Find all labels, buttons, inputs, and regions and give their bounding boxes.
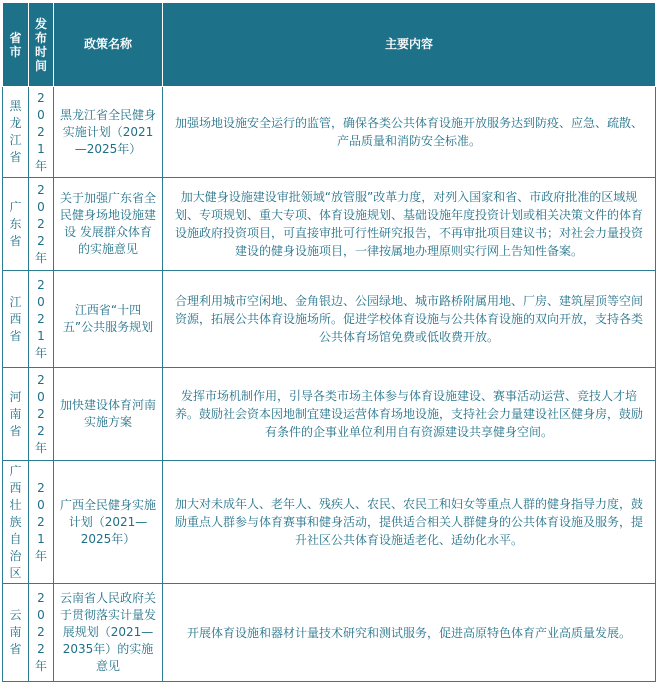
cell-date: 2021年 xyxy=(29,87,54,178)
cell-content: 合理利用城市空闲地、金角银边、公园绿地、城市路桥附属用地、厂房、建筑屋顶等空间资源，拓展公共体育设施场所。促进学校体育设施与公共体育设施的双向开放，支持各类公共体育场馆免费或低收费开放。 xyxy=(163,271,656,368)
cell-province: 广东省 xyxy=(3,178,29,271)
cell-province: 云南省 xyxy=(3,584,29,682)
cell-province: 河南省 xyxy=(3,368,29,461)
header-date: 发布时间 xyxy=(29,3,54,87)
cell-province: 广西壮族自治区 xyxy=(3,461,29,584)
cell-name: 黑龙江省全民健身实施计划（2021—2025年） xyxy=(54,87,163,178)
cell-content: 发挥市场机制作用，引导各类市场主体参与体育设施建设、赛事活动运营、竞技人才培养。鼓励社会资本因地制宜建设运营体育场地设施，支持社会力量建设社区健身房，鼓励有条件的企事业单位利用自有资源建设共享健身空间。 xyxy=(163,368,656,461)
cell-date: 2022年 xyxy=(29,368,54,461)
cell-name: 云南省人民政府关于贯彻落实计量发展规划（2021—2035年）的实施意见 xyxy=(54,584,163,682)
cell-date: 2021年 xyxy=(29,461,54,584)
cell-content: 加大对未成年人、老年人、残疾人、农民、农民工和妇女等重点人群的健身指导力度，鼓励重点人群参与体育赛事和健身活动，提供适合相关人群健身的公共体育设施及服务，提升社区公共体育设施适老化、适幼化水平。 xyxy=(163,461,656,584)
table-row xyxy=(3,271,656,368)
table-row xyxy=(3,584,656,682)
table-header-row xyxy=(3,3,656,87)
cell-content: 开展体育设施和器材计量技术研究和测试服务，促进高原特色体育产业高质量发展。 xyxy=(163,584,656,682)
cell-name: 江西省“十四五”公共服务规划 xyxy=(54,271,163,368)
header-province: 省市 xyxy=(3,3,29,87)
header-content: 主要内容 xyxy=(163,3,656,87)
cell-date: 2022年 xyxy=(29,584,54,682)
cell-name: 广西全民健身实施计划（2021—2025年） xyxy=(54,461,163,584)
cell-date: 2022年 xyxy=(29,178,54,271)
header-name: 政策名称 xyxy=(54,3,163,87)
cell-province: 黑龙江省 xyxy=(3,87,29,178)
policy-table xyxy=(2,2,656,682)
cell-name: 加快建设体育河南实施方案 xyxy=(54,368,163,461)
cell-date: 2021年 xyxy=(29,271,54,368)
table-row xyxy=(3,461,656,584)
table-row xyxy=(3,178,656,271)
cell-name: 关于加强广东省全民健身场地设施建设 发展群众体育的实施意见 xyxy=(54,178,163,271)
cell-content: 加大健身设施建设审批领域“放管服”改革力度，对列入国家和省、市政府批准的区域规划、专项规划、重大专项、体育设施规划、基础设施年度投资计划或相关决策文件的体育设施政府投资项目，可直接审批可行性研究报告，不再审批项目建议书；对社会力量投资建设的健身设施项目，一律按属地办理原则实行网上告知性备案。 xyxy=(163,178,656,271)
cell-content: 加强场地设施安全运行的监管，确保各类公共体育设施开放服务达到防疫、应急、疏散、产品质量和消防安全标准。 xyxy=(163,87,656,178)
cell-province: 江西省 xyxy=(3,271,29,368)
table-row xyxy=(3,87,656,178)
table-row xyxy=(3,368,656,461)
